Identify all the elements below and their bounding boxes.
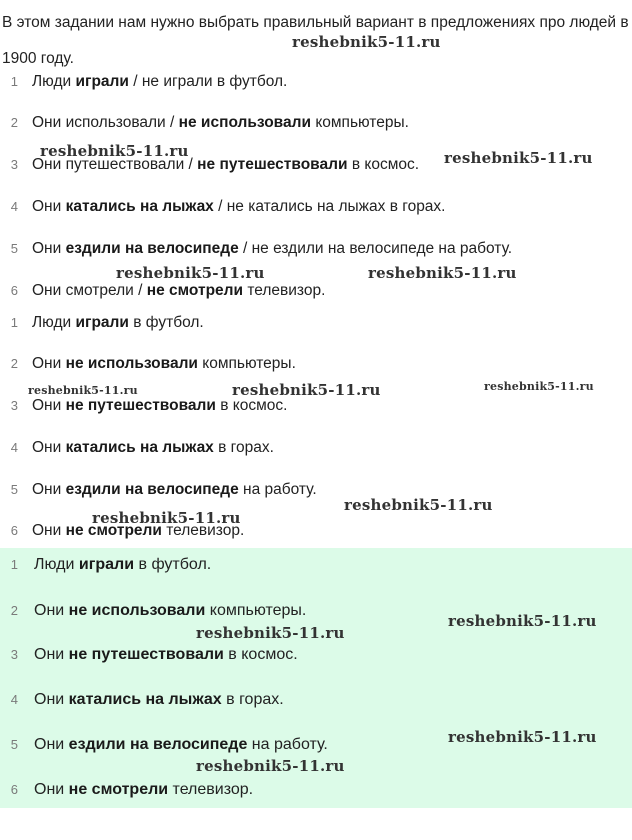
selected-answer: не использовали	[68, 602, 206, 619]
sentence-text: компьютеры.	[197, 355, 296, 372]
item-number: 5	[10, 737, 18, 752]
item-number: 1	[10, 557, 18, 572]
item-number: 6	[10, 782, 18, 797]
sentence-text: Они	[32, 355, 66, 372]
sentence-text: Они	[32, 240, 66, 257]
selected-answer: не использовали	[178, 114, 312, 131]
sentence-text: / не катались на лыжах в горах.	[213, 198, 446, 215]
watermark: reshebnik5-11.ru	[344, 496, 493, 514]
item-number: 5	[10, 482, 18, 497]
task-intro: В этом задании нам нужно выбрать правильный вариант в предложениях про людей в 1900 году.	[2, 14, 629, 67]
watermark: reshebnik5-11.ru	[196, 757, 345, 775]
selected-answer: играли	[75, 73, 129, 90]
list-item	[2, 234, 512, 264]
sentence-text: Они	[34, 602, 69, 619]
watermark: reshebnik5-11.ru	[448, 728, 597, 746]
watermark: reshebnik5-11.ru	[444, 149, 593, 167]
selected-answer: не путешествовали	[68, 646, 224, 663]
sentence-text: в космос.	[215, 397, 288, 414]
list-item	[2, 596, 306, 626]
item-number: 4	[10, 692, 18, 707]
watermark: reshebnik5-11.ru	[232, 381, 381, 399]
sentence-text: Они	[34, 736, 69, 753]
item-number: 2	[10, 356, 18, 371]
selected-answer: катались на лыжах	[68, 691, 222, 708]
watermark: reshebnik5-11.ru	[292, 33, 441, 51]
sentence-text: Они	[32, 481, 66, 498]
list-item	[2, 433, 274, 463]
sentence-text: компьютеры.	[311, 114, 409, 131]
item-number: 2	[10, 115, 18, 130]
sentence-text: Они	[32, 198, 66, 215]
sentence-text: Они путешествовали /	[32, 156, 198, 173]
watermark: reshebnik5-11.ru	[40, 142, 189, 160]
selected-answer: не смотрели	[146, 282, 244, 299]
list-item	[2, 475, 317, 505]
selected-answer: играли	[78, 556, 135, 573]
sentence-text: в футбол.	[134, 556, 212, 573]
sentence-text: Они использовали /	[32, 114, 179, 131]
sentence-text: на работу.	[238, 481, 317, 498]
item-number: 2	[10, 603, 18, 618]
item-number: 3	[10, 398, 18, 413]
sentence-text: / не ездили на велосипеде на работу.	[238, 240, 513, 257]
selected-answer: не путешествовали	[197, 156, 348, 173]
item-number: 1	[10, 74, 18, 89]
list-item	[2, 685, 284, 715]
sentence-text: Они	[34, 781, 69, 798]
selected-answer: ездили на велосипеде	[65, 481, 239, 498]
selected-answer: катались на лыжах	[65, 439, 214, 456]
sentence-text: компьютеры.	[205, 602, 307, 619]
sentence-text: в космос.	[223, 646, 298, 663]
sentence-text: Они смотрели /	[32, 282, 147, 299]
selected-answer: играли	[75, 314, 129, 331]
sentence-text: Они	[32, 522, 66, 539]
selected-answer: не смотрели	[65, 522, 162, 539]
watermark: reshebnik5-11.ru	[448, 612, 597, 630]
item-number: 1	[10, 315, 18, 330]
selected-answer: не путешествовали	[65, 397, 216, 414]
sentence-text: / не играли в футбол.	[128, 73, 288, 90]
sentence-text: в футбол.	[128, 314, 204, 331]
sentence-text: Они	[32, 439, 66, 456]
item-number: 5	[10, 241, 18, 256]
list-item	[2, 67, 287, 97]
list-item	[2, 349, 296, 379]
sentence-text: Люди	[34, 556, 79, 573]
selected-answer: ездили на велосипеде	[68, 736, 248, 753]
watermark: reshebnik5-11.ru	[92, 509, 241, 527]
sentence-text: Люди	[32, 73, 76, 90]
sentence-text: в горах.	[221, 691, 284, 708]
watermark: reshebnik5-11.ru	[116, 264, 265, 282]
selected-answer: ездили на велосипеде	[65, 240, 239, 257]
watermark: reshebnik5-11.ru	[28, 384, 138, 397]
list-item	[2, 775, 253, 805]
selected-answer: не смотрели	[68, 781, 169, 798]
sentence-text: Они	[32, 397, 66, 414]
list-item	[2, 640, 298, 670]
list-item	[2, 108, 409, 138]
item-number: 6	[10, 283, 18, 298]
sentence-text: телевизор.	[243, 282, 326, 299]
sentence-text: Люди	[32, 314, 76, 331]
item-number: 3	[10, 157, 18, 172]
selected-answer: не использовали	[65, 355, 198, 372]
sentence-text: телевизор.	[168, 781, 254, 798]
sentence-text: в горах.	[213, 439, 274, 456]
sentence-text: в космос.	[347, 156, 420, 173]
item-number: 4	[10, 440, 18, 455]
watermark: reshebnik5-11.ru	[484, 380, 594, 393]
list-item	[2, 192, 446, 222]
sentence-text: Они	[34, 646, 69, 663]
sentence-text: телевизор.	[161, 522, 245, 539]
watermark: reshebnik5-11.ru	[368, 264, 517, 282]
sentence-text: Они	[34, 691, 69, 708]
selected-answer: катались на лыжах	[65, 198, 214, 215]
item-number: 6	[10, 523, 18, 538]
list-item	[2, 308, 204, 338]
watermark: reshebnik5-11.ru	[196, 624, 345, 642]
list-item	[2, 730, 328, 760]
sentence-text: на работу.	[247, 736, 328, 753]
item-number: 3	[10, 647, 18, 662]
item-number: 4	[10, 199, 18, 214]
list-item	[2, 550, 211, 580]
